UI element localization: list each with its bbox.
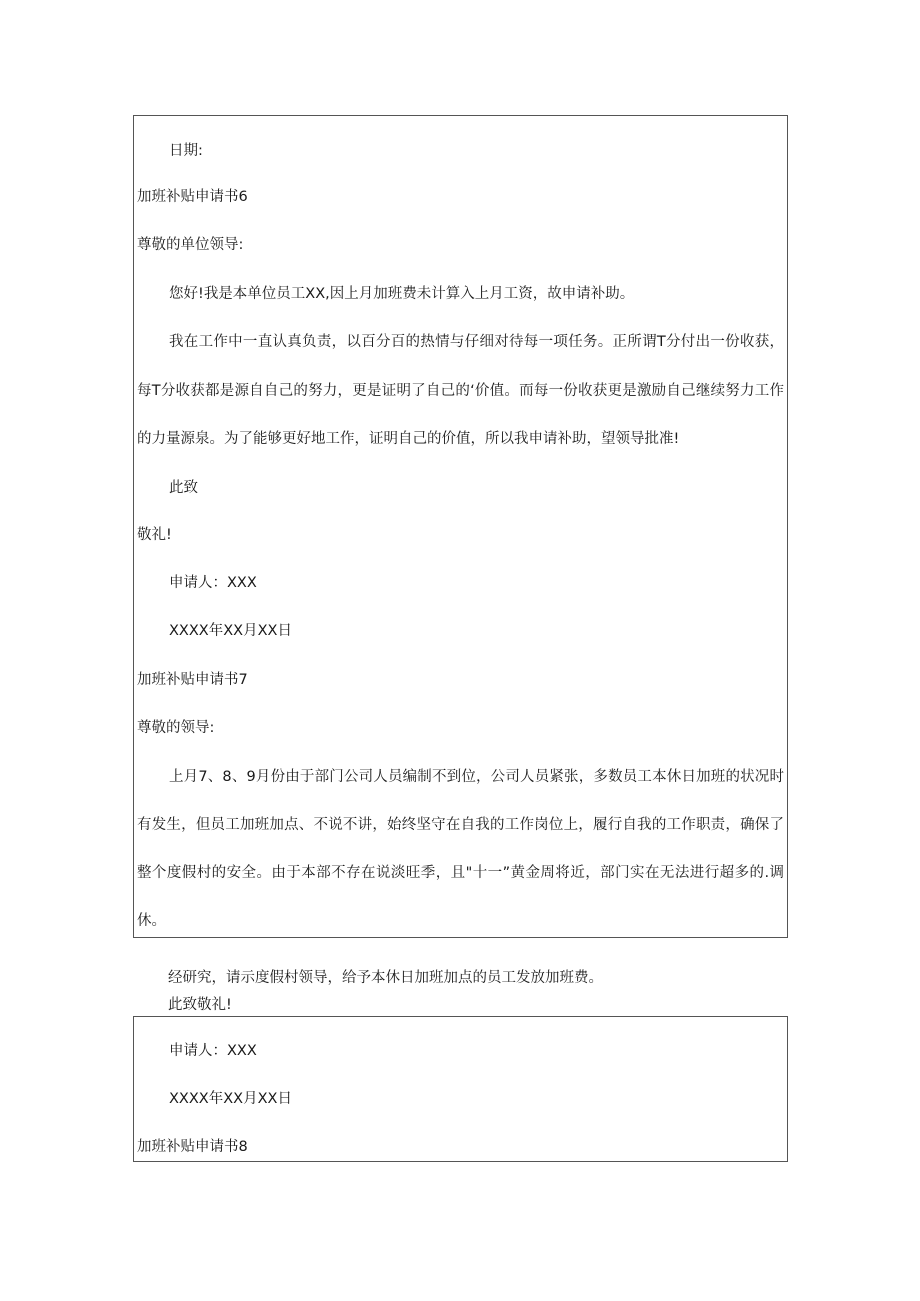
paragraph-7-line-2: 有发生，但员工加班加点、不说不讲，始终坚守在自我的工作岗位上，履行自我的工作职责，确保了 (137, 817, 784, 833)
closing-phrase: 此致 (169, 480, 198, 496)
paragraph-7-line-3: 整个度假村的安全。由于本部不存在说淡旺季，且"十一”黄金周将近，部门实在无法进行超多的.调 (137, 865, 784, 881)
closing-salute-7: 此致敬礼! (168, 997, 232, 1013)
paragraph-7-conclusion: 经研究，请示度假村领导，给予本休日加班加点的员工发放加班费。 (168, 970, 603, 986)
date-line-7: XXXX年XX月XX日 (169, 1091, 292, 1107)
paragraph-6-1: 您好!我是本单位员工XX,因上月加班费未计算入上月工资，故申请补助。 (169, 286, 635, 302)
date-line: XXXX年XX月XX日 (169, 623, 292, 639)
salutation-7: 尊敬的领导: (137, 720, 215, 736)
applicant-line-7: 申请人：XXX (169, 1043, 257, 1059)
paragraph-6-2-line-2: 每T分收获都是源自自己的努力，更是证明了自己的‘价值。而每一份收获更是激励自己继续努力工作 (137, 383, 784, 399)
document-frame-top (133, 115, 788, 938)
section-title-7: 加班补贴申请书7 (137, 672, 248, 688)
section-title-6: 加班补贴申请书6 (137, 189, 248, 205)
paragraph-6-2-line-1: 我在工作中一直认真负责，以百分百的热情与仔细对待每一项任务。正所谓T分付出一份收获， (169, 334, 784, 350)
paragraph-7-line-4: 休。 (137, 913, 166, 929)
section-title-8: 加班补贴申请书8 (137, 1139, 248, 1155)
closing-salute: 敬礼! (137, 527, 172, 543)
paragraph-7-line-1: 上月7、8、9月份由于部门公司人员编制不到位，公司人员紧张，多数员工本休日加班的状况时 (169, 769, 784, 785)
applicant-line: 申请人：XXX (169, 575, 257, 591)
salutation-6: 尊敬的单位领导: (137, 237, 244, 253)
date-label: 日期: (169, 143, 203, 159)
document-frame-bottom (133, 1016, 788, 1162)
paragraph-6-2-line-3: 的力量源泉。为了能够更好地工作，证明自己的价值，所以我申请补助，望领导批准! (137, 431, 680, 447)
